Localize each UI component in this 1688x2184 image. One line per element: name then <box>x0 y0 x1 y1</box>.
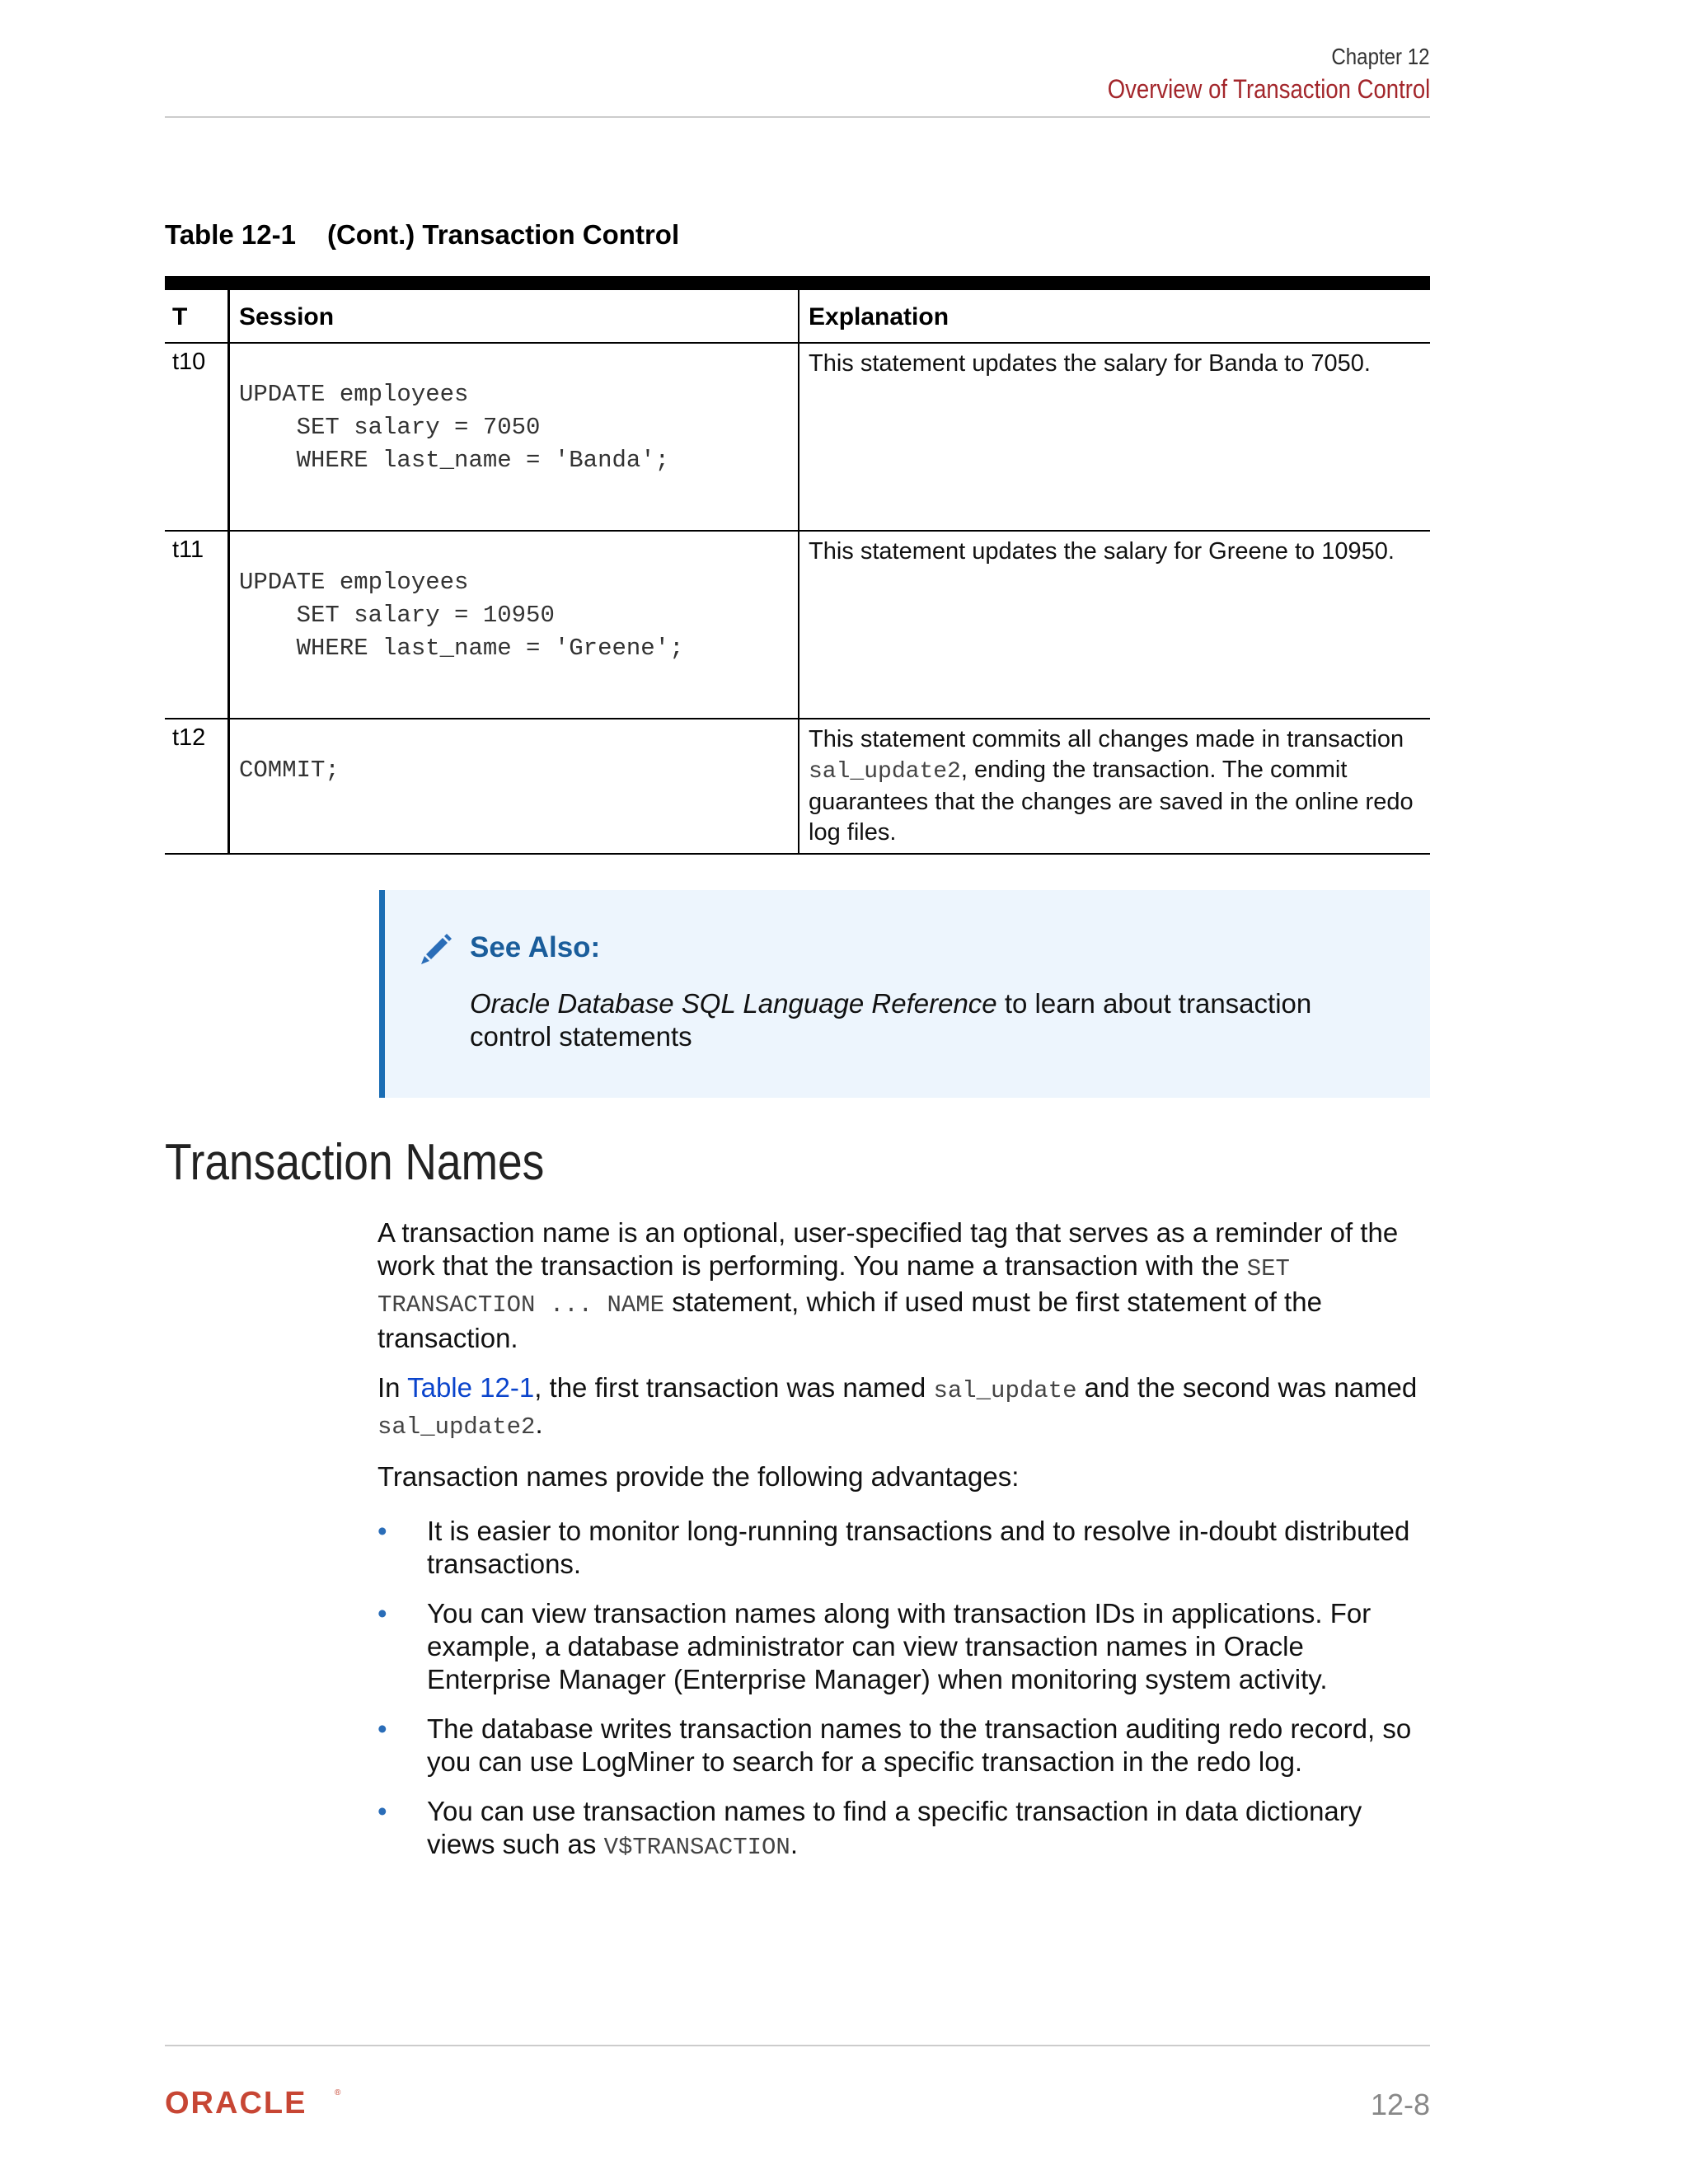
inline-code: sal_update <box>933 1377 1077 1404</box>
inline-code: sal_update2 <box>809 759 961 785</box>
table-header-row <box>165 290 1430 344</box>
table-top-rule <box>165 276 1430 290</box>
advantages-list <box>377 1515 1432 1881</box>
running-header-section: Overview of Transaction Control <box>1107 74 1430 104</box>
column-header-t: T <box>172 303 188 330</box>
see-also-description: to learn about transaction control statements <box>470 988 1312 1052</box>
column-header-explanation: Explanation <box>798 290 1430 342</box>
time-cell: t11 <box>172 537 204 563</box>
oracle-logo-text: ORACLE <box>165 2086 307 2118</box>
list-item-text: You can view transaction names along with transaction IDs in applications. For example, a database administrator can view transaction names in Oracle Enterprise Manager (Enterprise Manager) when monitoring system activity. <box>427 1598 1372 1694</box>
column-header-session: Session <box>227 290 798 342</box>
paragraph-text: In <box>377 1372 408 1403</box>
svg-text:®: ® <box>335 2088 341 2097</box>
list-item <box>377 1795 1432 1864</box>
running-header-chapter: Chapter 12 <box>1331 44 1430 69</box>
paragraph-text: , the first transaction was named <box>534 1372 934 1403</box>
session-cell <box>227 344 798 530</box>
section-heading: Transaction Names <box>165 1134 545 1191</box>
see-also-title: See Also: <box>470 931 601 963</box>
inline-code: SET TRANSACTION ... NAME <box>377 1255 1290 1319</box>
paragraph-text: A transaction name is an optional, user-specified tag that serves as a reminder of the work that the transaction is performing. You name a transaction with the <box>377 1217 1399 1281</box>
table-caption <box>165 219 679 251</box>
bullet-icon: • <box>377 1713 387 1744</box>
table-row <box>165 719 1430 855</box>
header-divider <box>165 116 1430 118</box>
paragraph-text: statement, which if used must be first statement of the transaction. <box>377 1286 1322 1353</box>
sql-code: UPDATE employees SET salary = 7050 WHERE last_name = 'Banda'; <box>239 381 670 474</box>
see-also-text <box>470 987 1360 1053</box>
paragraph-text: and the second was named <box>1076 1372 1418 1403</box>
table-12-1-link[interactable]: Table 12-1 <box>407 1372 535 1403</box>
explanation-text: , ending the transaction. The commit guarantees that the changes are saved in the online redo log files. <box>809 757 1414 846</box>
list-item-text: You can use transaction names to find a specific transaction in data dictionary views such as <box>427 1796 1362 1859</box>
list-item-text: The database writes transaction names to the transaction auditing redo record, so you can use LogMiner to search for a specific transaction in the redo log. <box>427 1713 1412 1777</box>
paragraph: Transaction names provide the following advantages: <box>377 1461 1020 1492</box>
table-caption-title: (Cont.) Transaction Control <box>326 219 680 250</box>
explanation-cell: This statement updates the salary for Banda to 7050. <box>798 344 1430 530</box>
explanation-cell: This statement updates the salary for Greene to 10950. <box>798 532 1430 718</box>
session-cell <box>227 719 798 853</box>
explanation-cell <box>798 719 1430 853</box>
list-item-text: . <box>790 1829 799 1859</box>
bullet-icon: • <box>377 1516 387 1546</box>
page-number: 12-8 <box>1370 2088 1430 2121</box>
list-item <box>377 1515 1432 1581</box>
inline-code: V$TRANSACTION <box>603 1834 790 1861</box>
sql-code: COMMIT; <box>239 757 340 784</box>
list-item-text: It is easier to monitor long-running transactions and to resolve in-doubt distributed transactions. <box>427 1516 1410 1579</box>
table-row <box>165 344 1430 532</box>
table-caption-number: Table 12-1 <box>165 219 296 250</box>
explanation-text: This statement commits all changes made in transaction <box>809 726 1404 752</box>
sql-code: UPDATE employees SET salary = 10950 WHERE last_name = 'Greene'; <box>239 569 684 662</box>
transaction-control-table <box>165 290 1430 855</box>
pencil-icon <box>420 930 456 966</box>
session-cell <box>227 532 798 718</box>
footer-divider <box>165 2045 1430 2046</box>
bullet-icon: • <box>377 1598 387 1629</box>
paragraph <box>377 1371 1432 1444</box>
time-cell: t10 <box>172 349 206 375</box>
list-item <box>377 1597 1432 1696</box>
time-cell: t12 <box>172 724 206 751</box>
inline-code: sal_update2 <box>377 1413 536 1441</box>
book-title-link[interactable]: Oracle Database SQL Language Reference <box>470 988 997 1019</box>
paragraph-text: . <box>535 1408 543 1439</box>
table-row <box>165 532 1430 719</box>
oracle-logo <box>165 2085 346 2118</box>
see-also-note <box>379 890 1430 1098</box>
paragraph <box>377 1216 1432 1355</box>
list-item <box>377 1713 1432 1779</box>
bullet-icon: • <box>377 1796 387 1826</box>
